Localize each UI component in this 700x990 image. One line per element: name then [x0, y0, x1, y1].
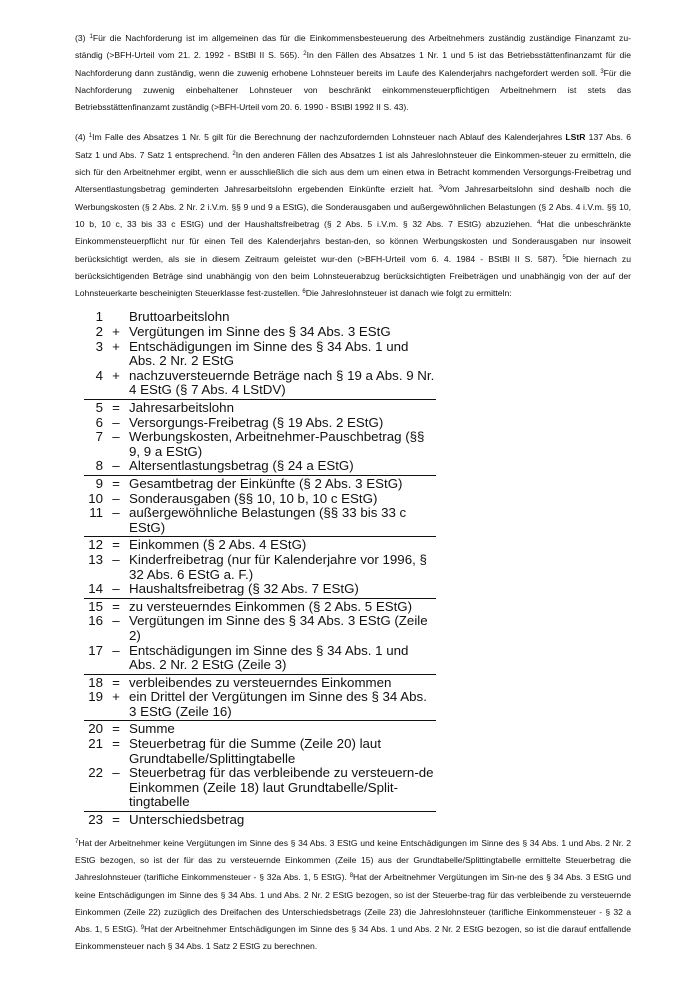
calc-group: [84, 600, 436, 675]
sentence-text: Hat der Arbeitnehmer Vergütungen im Sin-ne des § 34 Abs. 3 EStG und keine Entschädigungen im Sinne des § 34 Abs. 1 und Abs. 2 Nr. 2 EStG bezogen, so ist der Steuerbe-trag für das verbleibende zu versteuernde Einkommen (Zeile 22) zuzüglich des Dreifachen des Unterschiedsbetrags (Zeile 23) die Jahreslohnsteuer (tarifliche Einkommensteuer - § 32 a Abs. 1, 5 EStG).: [75, 872, 632, 935]
sentence-text: Die Jahreslohnsteuer ist danach wie folgt zu ermitteln:: [305, 288, 512, 299]
calc-row: [84, 401, 436, 416]
calc-group: [84, 477, 436, 537]
calc-line-number: 21: [88, 736, 103, 752]
sentence-number: 8: [349, 873, 354, 880]
calc-row: [84, 553, 436, 582]
calc-line-text: Summe: [129, 721, 175, 737]
calc-row: [84, 813, 436, 828]
calc-line-number: 15: [88, 598, 103, 614]
calc-line-number: 8: [95, 458, 103, 474]
paragraph-number: (3): [75, 33, 90, 43]
sentence-text: In den anderen Fällen des Absatzes 1 ist als Jahreslohnsteuer die Einkommen-steuer zu ermitteln, die sich für den Arbeitnehmer ergibt, wenn er ausschließlich die sich aus dem um einen etwa in Betracht kommenden Versorgungs-Freibetrag und Altersentlastungsbetrag geminderten Jahresarbeitslohn ergebenden Einkünfte erzielt hat.: [75, 149, 632, 195]
calc-operator: =: [112, 537, 120, 553]
sentence-text: Für die Nachforderung ist im allgemeinen das für die Einkommensbesteuerung des Arbeitnehmers zuständig zuständige Finanzamt zu-ständig (>BFH-Urteil vom 21. 2. 1992 - BStBl II S. 565).: [75, 33, 631, 61]
calc-line-text: Altersentlastungsbetrag (§ 24 a EStG): [129, 458, 354, 474]
calc-row: [84, 340, 436, 369]
calc-line-number: 12: [88, 537, 103, 553]
calc-line-number: 5: [95, 400, 103, 416]
calc-operator: +: [112, 338, 120, 354]
sentence-number: 6: [302, 289, 306, 296]
calc-line-text: Vergütungen im Sinne des § 34 Abs. 3 EStG (Zeile 2): [129, 613, 428, 643]
calc-operator: –: [112, 613, 120, 629]
lstr-reference: LStR: [565, 132, 586, 143]
calc-row: [84, 690, 436, 719]
calc-operator: =: [112, 475, 120, 491]
calc-operator: –: [112, 490, 120, 506]
sentence-number: 7: [75, 838, 79, 845]
calc-row: [84, 506, 436, 535]
calc-group: [84, 676, 436, 722]
calc-group: [84, 310, 436, 400]
calc-line-number: 3: [95, 338, 103, 354]
calc-group: [84, 813, 436, 829]
calc-line-text: außergewöhnliche Belastungen (§§ 33 bis 33 c EStG): [129, 505, 407, 535]
calc-line-number: 16: [88, 613, 103, 629]
paragraph-number: (4): [75, 132, 89, 143]
paragraph-final: [75, 835, 631, 956]
paragraph-3: [75, 30, 631, 116]
calc-row: [84, 737, 436, 766]
sentence-number: 4: [536, 219, 541, 226]
calc-line-text: Kinderfreibetrag (nur für Kalenderjahre vor 1996, § 32 Abs. 6 EStG a. F.): [129, 551, 427, 582]
calc-line-text: Versorgungs-Freibetrag (§ 19 Abs. 2 EStG): [129, 414, 384, 430]
calc-row: [84, 722, 436, 737]
sentence-number: 1: [88, 133, 93, 140]
calc-line-text: ein Drittel der Vergütungen im Sinne des § 34 Abs. 3 EStG (Zeile 16): [129, 689, 427, 719]
calc-line-text: Haushaltsfreibetrag (§ 32 Abs. 7 EStG): [129, 581, 359, 597]
calc-line-number: 6: [95, 414, 103, 430]
calc-operator: =: [112, 721, 120, 737]
calc-operator: –: [112, 581, 120, 597]
calc-operator: =: [112, 598, 120, 614]
calc-line-text: Sonderausgaben (§§ 10, 10 b, 10 c EStG): [129, 490, 378, 506]
calc-operator: =: [112, 674, 120, 690]
calc-row: [84, 582, 436, 597]
sentence-number: 5: [562, 254, 566, 261]
paragraph-4: [75, 129, 631, 302]
calc-line-number: 13: [88, 551, 103, 567]
calc-line-number: 18: [88, 674, 103, 690]
sentence-number: 3: [600, 68, 604, 75]
calc-operator: –: [112, 765, 120, 781]
calc-line-number: 1: [95, 309, 103, 325]
sentence-text: 137 Abs. 6 Satz 1 und Abs. 7 Satz 1 entsprechend.: [75, 132, 631, 160]
document-page: [75, 30, 631, 969]
sentence-number: 3: [438, 185, 443, 192]
sentence-number: 2: [303, 51, 307, 58]
calc-row: [84, 676, 436, 691]
sentence-text: Im Falle des Absatzes 1 Nr. 5 gilt für die Berechnung der nachzufordernden Lohnsteuer nach Ablauf des Kalenderjahres: [92, 132, 566, 143]
calc-line-number: 10: [88, 490, 103, 506]
calc-group: [84, 722, 436, 812]
sentence-text: In den Fällen des Absatzes 1 Nr. 1 und 5 ist das Betriebsstättenfinanzamt für die Nachforderung dann zuständig, wenn die zuwenig erhobene Lohnsteuer bereits im Laufe des Kalenderjahrs nachgefordert werden soll.: [75, 50, 631, 78]
calc-operator: –: [112, 414, 120, 430]
calc-line-text: Entschädigungen im Sinne des § 34 Abs. 1 und Abs. 2 Nr. 2 EStG: [129, 338, 409, 369]
calculation-scheme: [84, 310, 436, 828]
calc-line-text: Bruttoarbeitslohn: [129, 309, 230, 325]
sentence-number: 2: [232, 150, 236, 157]
sentence-text: Vom Jahresarbeitslohn sind deshalb noch die Werbungskosten (§ 2 Abs. 2 Nr. 2 i.V.m. §§ 9 und 9 a EStG), die Sonderausgaben und außergewöhnlichen Belastungen (§ 2 Abs. 4 i.V.m. §§ 10, 10 b, 10 c, 33 bis 33 c EStG) und der Haushaltsfreibetrag (§ 2 Abs. 5 i.V.m. § 32 Abs. 7 EStG) abzuziehen.: [75, 184, 631, 229]
calc-line-number: 14: [88, 581, 103, 597]
sentence-number: 9: [140, 925, 145, 932]
calc-row: [84, 310, 436, 325]
calc-line-text: Gesamtbetrag der Einkünfte (§ 2 Abs. 3 EStG): [129, 475, 403, 491]
calc-row: [84, 325, 436, 340]
sentence-text: Hat der Arbeitnehmer Entschädigungen im Sinne des § 34 Abs. 1 und Abs. 2 Nr. 2 EStG bezogen, so ist die darauf entfallende Einkommensteuer nach § 34 Abs. 1 Satz 2 EStG zu berechnen.: [75, 924, 631, 952]
calc-row: [84, 459, 436, 474]
calc-operator: =: [112, 736, 120, 752]
calc-line-text: zu versteuerndes Einkommen (§ 2 Abs. 5 EStG): [129, 598, 413, 614]
calc-operator: –: [112, 551, 120, 567]
sentence-text: Hat die unbeschränkte Einkommensteuerpflicht nur für einen Teil des Kalenderjahrs bestan-den, so können Werbungskosten und Sonderausgaben nur insoweit berücksichtigt werden, als sie in diesem Zeitraum geleistet wur-den (>BFH-Urteil vom 6. 4. 1984 - BStBl II S. 587).: [75, 218, 631, 264]
calc-line-number: 11: [89, 505, 103, 521]
calc-line-text: verbleibendes zu versteuerndes Einkommen: [129, 674, 392, 690]
calc-operator: =: [112, 812, 120, 828]
calc-line-number: 22: [88, 765, 103, 781]
calc-line-number: 7: [95, 429, 103, 445]
calc-line-number: 4: [95, 367, 103, 383]
calc-row: [84, 766, 436, 810]
sentence-number: 1: [89, 34, 93, 40]
calc-row: [84, 477, 436, 492]
calc-line-number: 20: [88, 721, 103, 737]
sentence-text: Hat der Arbeitnehmer keine Vergütungen im Sinne des § 34 Abs. 3 EStG und keine Entschädigungen im Sinne des § 34 Abs. 1 und Abs. 2 Nr. 2 EStG bezogen, so ist der für das zu versteuernde Einkommen (Zeile 15) aus der Grundtabelle/Splittingtabelle ermittelte Steuerbetrag die Jahreslohnsteuer (tarifliche Einkommensteuer - § 32a Abs. 1, 5 EStG).: [75, 837, 631, 883]
calc-group: [84, 538, 436, 598]
calc-line-text: Werbungskosten, Arbeitnehmer-Pauschbetrag (§§ 9, 9 a EStG): [129, 429, 425, 459]
calc-row: [84, 416, 436, 431]
calc-operator: –: [112, 458, 120, 474]
calc-operator: +: [112, 324, 120, 340]
calc-line-number: 17: [88, 642, 103, 658]
calc-row: [84, 600, 436, 615]
calc-row: [84, 492, 436, 507]
calc-line-text: Einkommen (§ 2 Abs. 4 EStG): [129, 537, 307, 553]
calc-operator: –: [112, 505, 120, 521]
calc-operator: [103, 310, 129, 325]
calc-line-text: Unterschiedsbetrag: [129, 812, 245, 828]
calc-line-number: 2: [95, 324, 103, 340]
calc-operator: +: [112, 689, 120, 705]
calc-row: [84, 430, 436, 459]
calc-row: [84, 614, 436, 643]
calc-line-number: 19: [88, 689, 103, 705]
sentence-text: Die hiernach zu berücksichtigenden Beträge sind unabhängig von den beim Lohnsteuerabzug berücksichtigten Freibeträgen und unabhängig von der auf der Lohnsteuerkarte bescheinigten Steuerklasse fest-zustellen.: [75, 253, 631, 299]
calc-line-number: 9: [95, 475, 103, 491]
sentence-text: Für die Nachforderung zuwenig einbehaltener Lohnsteuer von beschränkt einkommensteuerpflichtigen Arbeitnehmern ist stets das Betriebsstättenfinanzamt zuständig (>BFH-Urteil vom 20. 6. 1990 - BStBl 1992 II S. 43).: [75, 67, 631, 113]
calc-group: [84, 401, 436, 476]
calc-operator: +: [112, 367, 120, 383]
calc-row: [84, 644, 436, 673]
calc-line-text: Entschädigungen im Sinne des § 34 Abs. 1 und Abs. 2 Nr. 2 EStG (Zeile 3): [129, 642, 409, 673]
calc-operator: –: [112, 642, 120, 658]
calc-line-text: Jahresarbeitslohn: [129, 400, 234, 416]
calc-line-number: 23: [88, 812, 103, 828]
calc-operator: –: [112, 429, 120, 445]
calc-line-text: Steuerbetrag für das verbleibende zu versteuern-de Einkommen (Zeile 18) laut Grundtabelle/Split-tingtabelle: [129, 765, 434, 810]
calc-row: [84, 538, 436, 553]
calc-row: [84, 369, 436, 398]
calc-line-text: Steuerbetrag für die Summe (Zeile 20) laut Grundtabelle/Splittingtabelle: [129, 736, 382, 766]
calc-line-text: nachzuversteuernde Beträge nach § 19 a Abs. 9 Nr. 4 EStG (§ 7 Abs. 4 LStDV): [129, 367, 435, 398]
calc-line-text: Vergütungen im Sinne des § 34 Abs. 3 EStG: [129, 324, 391, 340]
calc-operator: =: [112, 400, 120, 416]
